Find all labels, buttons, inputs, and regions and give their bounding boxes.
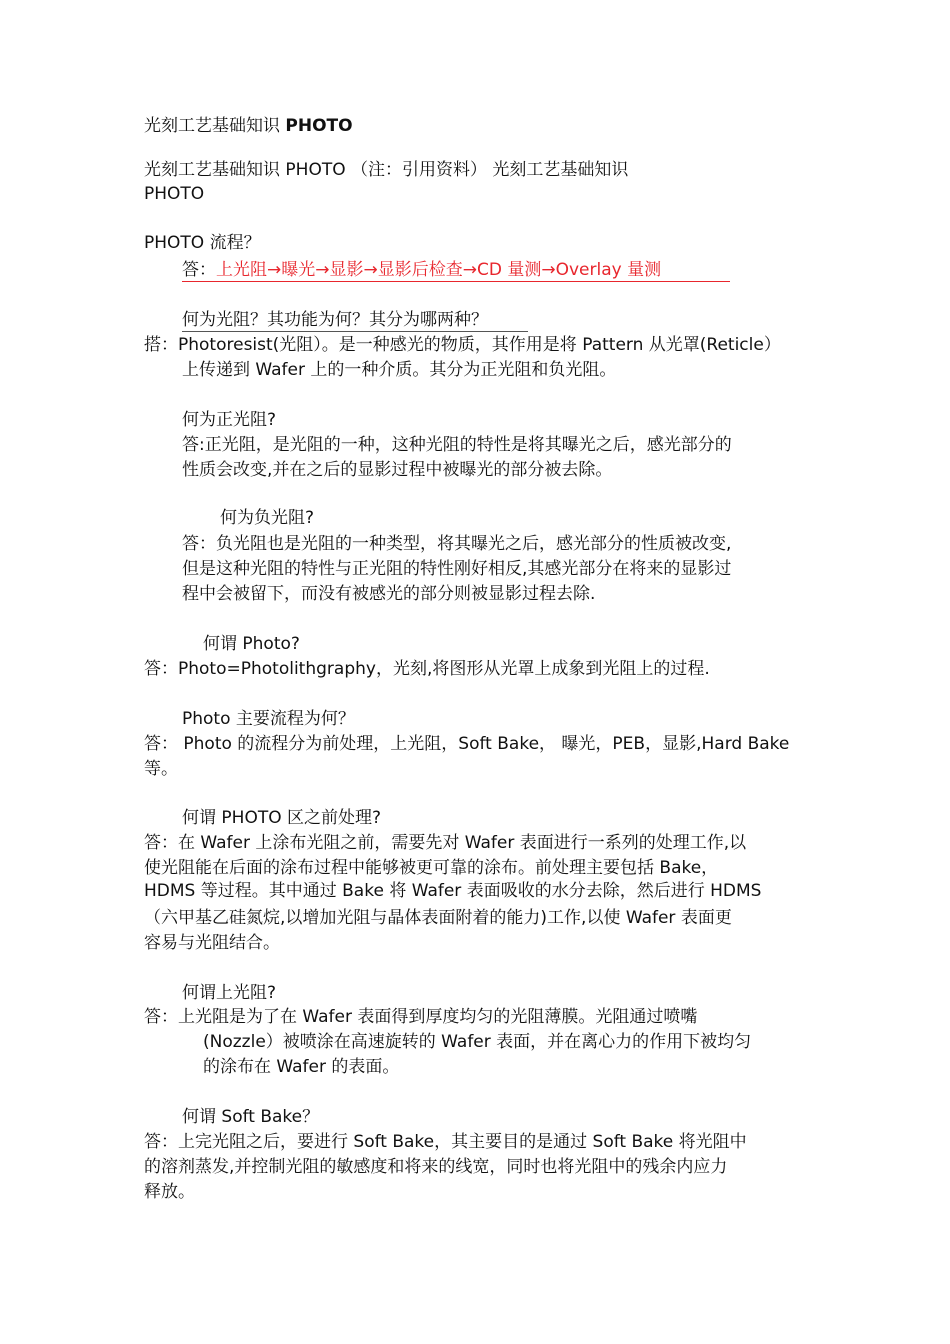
negative-answer-line1: 答：负光阻也是光阻的一种类型，将其曝光之后，感光部分的性质被改变, [182,534,732,554]
main-flow-question: Photo 主要流程为何？ [182,709,355,729]
flow-answer-prefix: 答： [182,260,216,280]
flow-question: PHOTO 流程？ [144,233,261,253]
doc-subtitle-cont: PHOTO [144,184,205,204]
main-flow-answer-line1: 答： Photo 的流程分为前处理，上光阻，Soft Bake， 曝光，PEB，显影,Hard Bake [144,734,790,754]
negative-answer-line2: 但是这种光阻的特性与正光阻的特性刚好相反,其感光部分在将来的显影过 [182,559,732,579]
photoresist-question: 何为光阻？其功能为何？其分为哪两种？ [182,310,488,330]
photoresist-answer-line2: 上传递到 Wafer 上的一种介质。其分为正光阻和负光阻。 [182,360,617,380]
pretreat-answer-line2: 使光阻能在后面的涂布过程中能够被更可靠的涂布。前处理主要包括 Bake， [144,858,719,878]
softbake-answer-line2: 的溶剂蒸发,并控制光阻的敏感度和将来的线宽，同时也将光阻中的残余内应力 [144,1157,728,1177]
main-flow-answer-line2: 等。 [144,759,178,779]
flow-answer [182,258,661,282]
positive-question: 何为正光阻? [182,410,277,430]
softbake-question: 何谓 Soft Bake？ [182,1107,320,1127]
pretreat-answer-line1: 答：在 Wafer 上涂布光阻之前，需要先对 Wafer 表面进行一系列的处理工作,以 [144,833,747,853]
flow-underline [182,281,730,282]
doc-title-cn: 光刻工艺基础知识 [144,116,280,136]
softbake-answer-line3: 释放。 [144,1182,195,1202]
doc-subtitle: 光刻工艺基础知识 PHOTO （注：引用资料） 光刻工艺基础知识 [144,160,629,180]
coat-question: 何谓上光阻? [182,983,277,1003]
negative-question: 何为负光阻? [220,508,315,528]
negative-answer-line3: 程中会被留下，而没有被感光的部分则被显影过程去除. [182,584,596,604]
photoresist-answer-line1: 搭：Photoresist(光阻）。是一种感光的物质，其作用是将 Pattern 从光罩(Reticle） [144,335,781,355]
photoresist-underline [182,331,528,332]
photo-question: 何谓 Photo? [203,634,300,654]
positive-answer-line2: 性质会改变,并在之后的显影过程中被曝光的部分被去除。 [182,460,613,480]
pretreat-answer-line5: 容易与光阻结合。 [144,933,280,953]
photo-answer-line1: 答：Photo=Photolithgraphy，光刻,将图形从光罩上成象到光阻上的过程. [144,659,710,679]
positive-answer-line1: 答:正光阻，是光阻的一种，这种光阻的特性是将其曝光之后，感光部分的 [182,435,732,455]
pretreat-question: 何谓 PHOTO 区之前处理? [182,808,382,828]
pretreat-answer-line3: HDMS 等过程。其中通过 Bake 将 Wafer 表面吸收的水分去除，然后进行 HDMS [144,881,762,901]
flow-answer-text: 上光阻→曝光→显影→显影后检查→CD 量测→Overlay 量测 [216,260,662,280]
coat-answer-line3: 的涂布在 Wafer 的表面。 [203,1057,400,1077]
doc-title [144,114,353,138]
pretreat-answer-line4: （六甲基乙硅氮烷,以增加光阻与晶体表面附着的能力)工作,以使 Wafer 表面更 [144,908,732,928]
doc-title-en: PHOTO [285,116,353,136]
coat-answer-line1: 答：上光阻是为了在 Wafer 表面得到厚度均匀的光阻薄膜。光阻通过喷嘴 [144,1007,698,1027]
coat-answer-line2: (Nozzle）被喷涂在高速旋转的 Wafer 表面，并在离心力的作用下被均匀 [203,1032,752,1052]
softbake-answer-line1: 答：上完光阻之后，要进行 Soft Bake，其主要目的是通过 Soft Bake 将光阻中 [144,1132,747,1152]
